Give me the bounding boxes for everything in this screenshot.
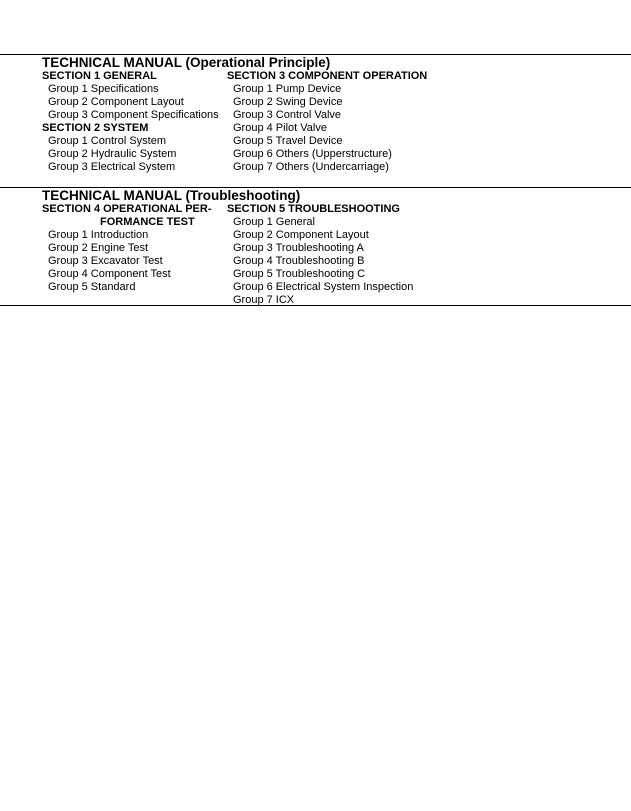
section-heading-continued: FORMANCE TEST xyxy=(100,216,195,228)
section-heading: SECTION 5 TROUBLESHOOTING xyxy=(227,203,400,215)
section-heading: SECTION 1 GENERAL xyxy=(42,70,157,82)
group-item: Group 3 Electrical System xyxy=(48,161,176,173)
group-item: Group 1 General xyxy=(233,216,315,228)
group-item: Group 5 Standard xyxy=(48,281,136,293)
group-item: Group 4 Pilot Valve xyxy=(233,122,327,134)
manual-operational-principle xyxy=(42,55,631,173)
group-item: Group 3 Component Specifications xyxy=(48,109,219,121)
group-item: Group 1 Pump Device xyxy=(233,83,342,95)
group-item: Group 1 Introduction xyxy=(48,229,149,241)
group-item: Group 3 Excavator Test xyxy=(48,255,163,267)
section-heading: SECTION 2 SYSTEM xyxy=(42,122,149,134)
right-column xyxy=(227,203,607,307)
group-item: Group 5 Troubleshooting C xyxy=(233,268,366,280)
group-item: Group 4 Component Test xyxy=(48,268,171,280)
group-item: Group 2 Component Layout xyxy=(48,96,184,108)
group-item: Group 6 Electrical System Inspection xyxy=(233,281,414,293)
manual-title: TECHNICAL MANUAL (Operational Principle) xyxy=(42,55,331,70)
group-item: Group 4 Troubleshooting B xyxy=(233,255,365,267)
manual-title: TECHNICAL MANUAL (Troubleshooting) xyxy=(42,188,301,203)
group-item: Group 6 Others (Upperstructure) xyxy=(233,148,392,160)
section-heading: SECTION 3 COMPONENT OPERATION xyxy=(227,70,428,82)
left-column xyxy=(42,203,222,294)
section-heading: SECTION 4 OPERATIONAL PER- xyxy=(42,203,212,215)
group-item: Group 5 Travel Device xyxy=(233,135,343,147)
group-item: Group 2 Component Layout xyxy=(233,229,369,241)
group-item: Group 2 Hydraulic System xyxy=(48,148,177,160)
group-item: Group 7 Others (Undercarriage) xyxy=(233,161,389,173)
group-item: Group 2 Engine Test xyxy=(48,242,149,254)
group-item: Group 1 Control System xyxy=(48,135,166,147)
left-column xyxy=(42,70,222,174)
group-item: Group 3 Troubleshooting A xyxy=(233,242,364,254)
group-item: Group 1 Specifications xyxy=(48,83,159,95)
right-column xyxy=(227,70,607,174)
manual-troubleshooting xyxy=(42,188,631,306)
group-item: Group 2 Swing Device xyxy=(233,96,343,108)
group-item: Group 3 Control Valve xyxy=(233,109,342,121)
group-item: Group 7 ICX xyxy=(233,294,295,306)
